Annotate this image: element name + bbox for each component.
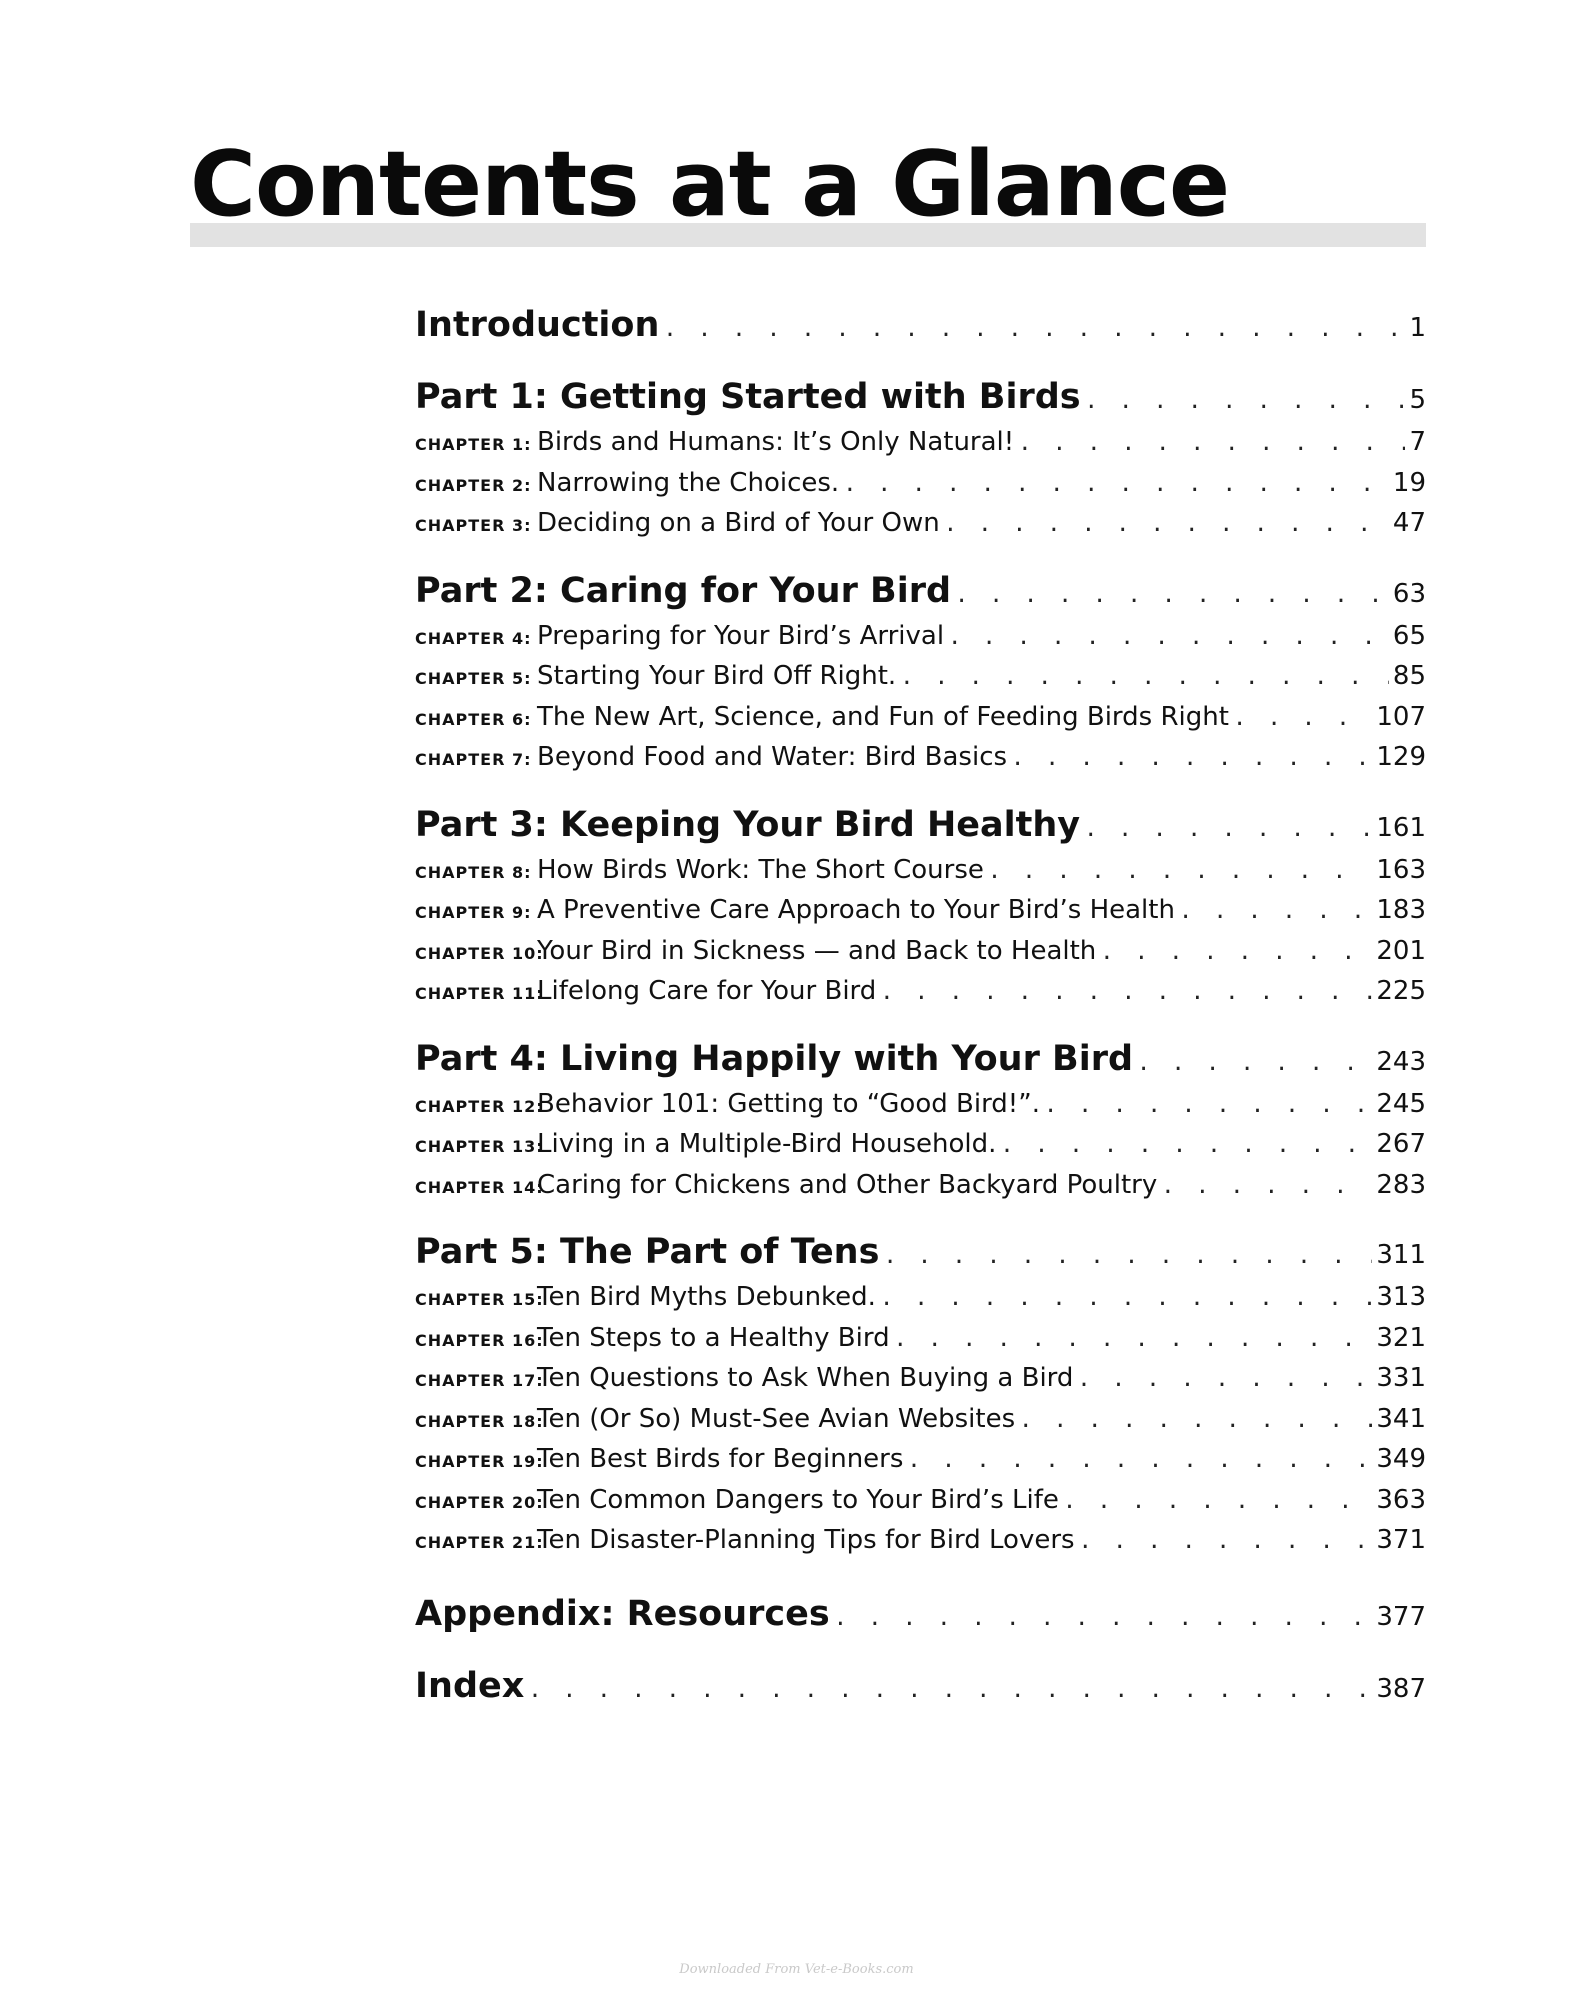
entry-title: Introduction [415, 305, 660, 345]
chapter-label: CHAPTER 8: [415, 862, 532, 882]
dot-leader [1019, 1401, 1372, 1442]
page-number: 107 [1376, 701, 1426, 732]
table-of-contents [415, 300, 1426, 1711]
chapter-label: CHAPTER 2: [415, 475, 532, 495]
dot-leader [1084, 805, 1372, 855]
toc-entry-chapter[interactable] [415, 931, 1426, 972]
chapter-label: CHAPTER 7: [415, 750, 532, 769]
dot-leader [1063, 1482, 1372, 1523]
toc-entry-chapter[interactable] [415, 1084, 1426, 1125]
page-number: 65 [1392, 620, 1426, 651]
page-number: 201 [1376, 935, 1426, 966]
chapter-title: Preparing for Your Bird’s Arrival [537, 620, 945, 651]
page-number: 63 [1392, 578, 1426, 609]
page-number: 341 [1376, 1403, 1426, 1434]
chapter-title: Ten Disaster-Planning Tips for Bird Lovers [537, 1525, 1075, 1555]
chapter-label: CHAPTER 21: [415, 1533, 544, 1552]
chapter-label: CHAPTER 3: [415, 516, 532, 535]
toc-entry-chapter[interactable] [415, 616, 1426, 657]
page-number: 245 [1376, 1088, 1426, 1119]
toc-entry-chapter[interactable] [415, 1399, 1426, 1440]
chapter-title: Ten Best Birds for Beginners [537, 1444, 904, 1474]
chapter-title: Ten Bird Myths Debunked. [537, 1282, 876, 1312]
page-number: 85 [1392, 661, 1426, 691]
part-title: Part 5: The Part of Tens [415, 1232, 880, 1272]
chapter-title: Ten Questions to Ask When Buying a Bird [537, 1363, 1074, 1393]
part-title: Part 3: Keeping Your Bird Healthy [415, 804, 1081, 845]
page-number: 313 [1376, 1282, 1426, 1312]
page-number: 5 [1409, 385, 1426, 415]
dot-leader [1044, 1086, 1372, 1127]
part-title: Part 2: Caring for Your Bird [415, 570, 952, 611]
dot-leader [944, 505, 1389, 546]
chapter-title: Narrowing the Choices. [537, 467, 840, 498]
page-number: 7 [1409, 427, 1426, 457]
heading-block [190, 130, 1426, 240]
chapter-title: Your Bird in Sickness — and Back to Health [537, 935, 1097, 966]
chapter-title: How Birds Work: The Short Course [537, 854, 984, 885]
dot-leader [880, 1279, 1372, 1320]
page-number: 163 [1376, 854, 1426, 885]
chapter-title: Caring for Chickens and Other Backyard Poultry [537, 1169, 1158, 1200]
chapter-label: CHAPTER 10: [415, 943, 544, 963]
page-number: 267 [1376, 1129, 1426, 1159]
chapter-label: CHAPTER 5: [415, 669, 532, 688]
toc-entry-part-1[interactable] [415, 372, 1426, 422]
dot-leader [1137, 1039, 1372, 1089]
dot-leader [907, 1441, 1372, 1482]
toc-entry-chapter[interactable] [415, 1439, 1426, 1480]
toc-entry-index[interactable] [415, 1661, 1426, 1711]
toc-entry-chapter[interactable] [415, 1520, 1426, 1561]
dot-leader [1085, 377, 1406, 427]
toc-entry-chapter[interactable] [415, 697, 1426, 738]
dot-leader [1077, 1360, 1372, 1401]
chapter-title: The New Art, Science, and Fun of Feeding Birds Right [537, 701, 1229, 732]
chapter-title: Ten Steps to a Healthy Bird [537, 1322, 890, 1353]
toc-entry-part-2[interactable] [415, 566, 1426, 616]
chapter-title: Ten Common Dangers to Your Bird’s Life [537, 1484, 1059, 1515]
dot-leader [883, 1232, 1372, 1282]
page-number: 1 [1409, 313, 1426, 343]
page-number: 19 [1392, 467, 1426, 498]
page-number: 243 [1376, 1046, 1426, 1077]
dot-leader [1233, 699, 1372, 740]
chapter-title: Living in a Multiple-Bird Household. [537, 1129, 997, 1159]
watermark: Downloaded From Vet-e-Books.com [679, 1962, 914, 1977]
dot-leader [1000, 1126, 1372, 1167]
toc-entry-chapter[interactable] [415, 422, 1426, 463]
page-number: 47 [1392, 508, 1426, 538]
dot-leader [663, 305, 1405, 355]
toc-entry-chapter[interactable] [415, 1318, 1426, 1359]
dot-leader [1179, 892, 1372, 933]
dot-leader [1011, 739, 1372, 780]
dot-leader [1100, 933, 1372, 974]
toc-entry-part-3[interactable] [415, 800, 1426, 850]
chapter-label: CHAPTER 18: [415, 1411, 544, 1431]
toc-entry-chapter[interactable] [415, 1480, 1426, 1521]
chapter-title: Ten (Or So) Must-See Avian Websites [537, 1403, 1016, 1434]
dot-leader [528, 1666, 1372, 1716]
dot-leader [900, 658, 1389, 699]
dot-leader [834, 1594, 1373, 1644]
chapter-label: CHAPTER 11: [415, 984, 544, 1003]
chapter-title: A Preventive Care Approach to Your Bird’s Health [537, 895, 1175, 925]
chapter-title: Behavior 101: Getting to “Good Bird!”. [537, 1088, 1040, 1119]
page-number: 225 [1376, 976, 1426, 1006]
page-number: 183 [1376, 895, 1426, 925]
chapter-title: Birds and Humans: It’s Only Natural! [537, 427, 1015, 457]
toc-entry-chapter[interactable] [415, 1358, 1426, 1399]
chapter-title: Deciding on a Bird of Your Own [537, 508, 940, 538]
chapter-label: CHAPTER 6: [415, 709, 532, 729]
chapter-label: CHAPTER 15: [415, 1290, 544, 1309]
toc-entry-chapter[interactable] [415, 737, 1426, 778]
toc-entry-chapter[interactable] [415, 850, 1426, 891]
chapter-label: CHAPTER 16: [415, 1330, 544, 1350]
entry-title: Index [415, 1665, 525, 1706]
page-number: 371 [1376, 1525, 1426, 1555]
page-number: 283 [1376, 1169, 1426, 1200]
chapter-label: CHAPTER 17: [415, 1371, 544, 1390]
page-number: 321 [1376, 1322, 1426, 1353]
toc-entry-chapter[interactable] [415, 463, 1426, 504]
chapter-title: Lifelong Care for Your Bird [537, 976, 877, 1006]
chapter-label: CHAPTER 19: [415, 1452, 544, 1471]
page-number: 129 [1376, 742, 1426, 772]
dot-leader [1079, 1522, 1373, 1563]
toc-entry-part-5[interactable] [415, 1227, 1426, 1277]
dot-leader [955, 571, 1389, 621]
dot-leader [880, 973, 1372, 1014]
chapter-label: CHAPTER 1: [415, 435, 532, 454]
page-number: 377 [1376, 1601, 1426, 1632]
entry-title: Appendix: Resources [415, 1593, 830, 1634]
chapter-label: CHAPTER 14: [415, 1177, 544, 1197]
chapter-label: CHAPTER 4: [415, 628, 532, 648]
chapter-label: CHAPTER 13: [415, 1137, 544, 1156]
toc-entry-part-4[interactable] [415, 1034, 1426, 1084]
toc-entry-chapter[interactable] [415, 1124, 1426, 1165]
dot-leader [1161, 1167, 1372, 1208]
chapter-label: CHAPTER 12: [415, 1096, 544, 1116]
page-number: 363 [1376, 1484, 1426, 1515]
dot-leader [948, 618, 1389, 659]
toc-entry-chapter[interactable] [415, 503, 1426, 544]
part-title: Part 4: Living Happily with Your Bird [415, 1038, 1134, 1079]
toc-entry-appendix[interactable] [415, 1589, 1426, 1639]
page-number: 161 [1376, 812, 1426, 843]
page-number: 387 [1376, 1673, 1426, 1704]
page-number: 349 [1376, 1444, 1426, 1474]
page-number: 311 [1376, 1240, 1426, 1270]
chapter-title: Starting Your Bird Off Right. [537, 661, 897, 691]
toc-entry-chapter[interactable] [415, 656, 1426, 697]
chapter-label: CHAPTER 20: [415, 1492, 544, 1512]
toc-entry-introduction[interactable] [415, 300, 1426, 350]
dot-leader [894, 1320, 1373, 1361]
toc-entry-chapter[interactable] [415, 971, 1426, 1012]
page-number: 331 [1376, 1363, 1426, 1393]
dot-leader [843, 465, 1389, 506]
toc-entry-chapter[interactable] [415, 890, 1426, 931]
chapter-title: Beyond Food and Water: Bird Basics [537, 742, 1008, 772]
page-title: Contents at a Glance [190, 132, 1230, 237]
dot-leader [1018, 424, 1405, 465]
toc-entry-chapter[interactable] [415, 1277, 1426, 1318]
part-title: Part 1: Getting Started with Birds [415, 377, 1081, 417]
chapter-label: CHAPTER 9: [415, 903, 532, 922]
dot-leader [988, 852, 1372, 893]
toc-entry-chapter[interactable] [415, 1165, 1426, 1206]
